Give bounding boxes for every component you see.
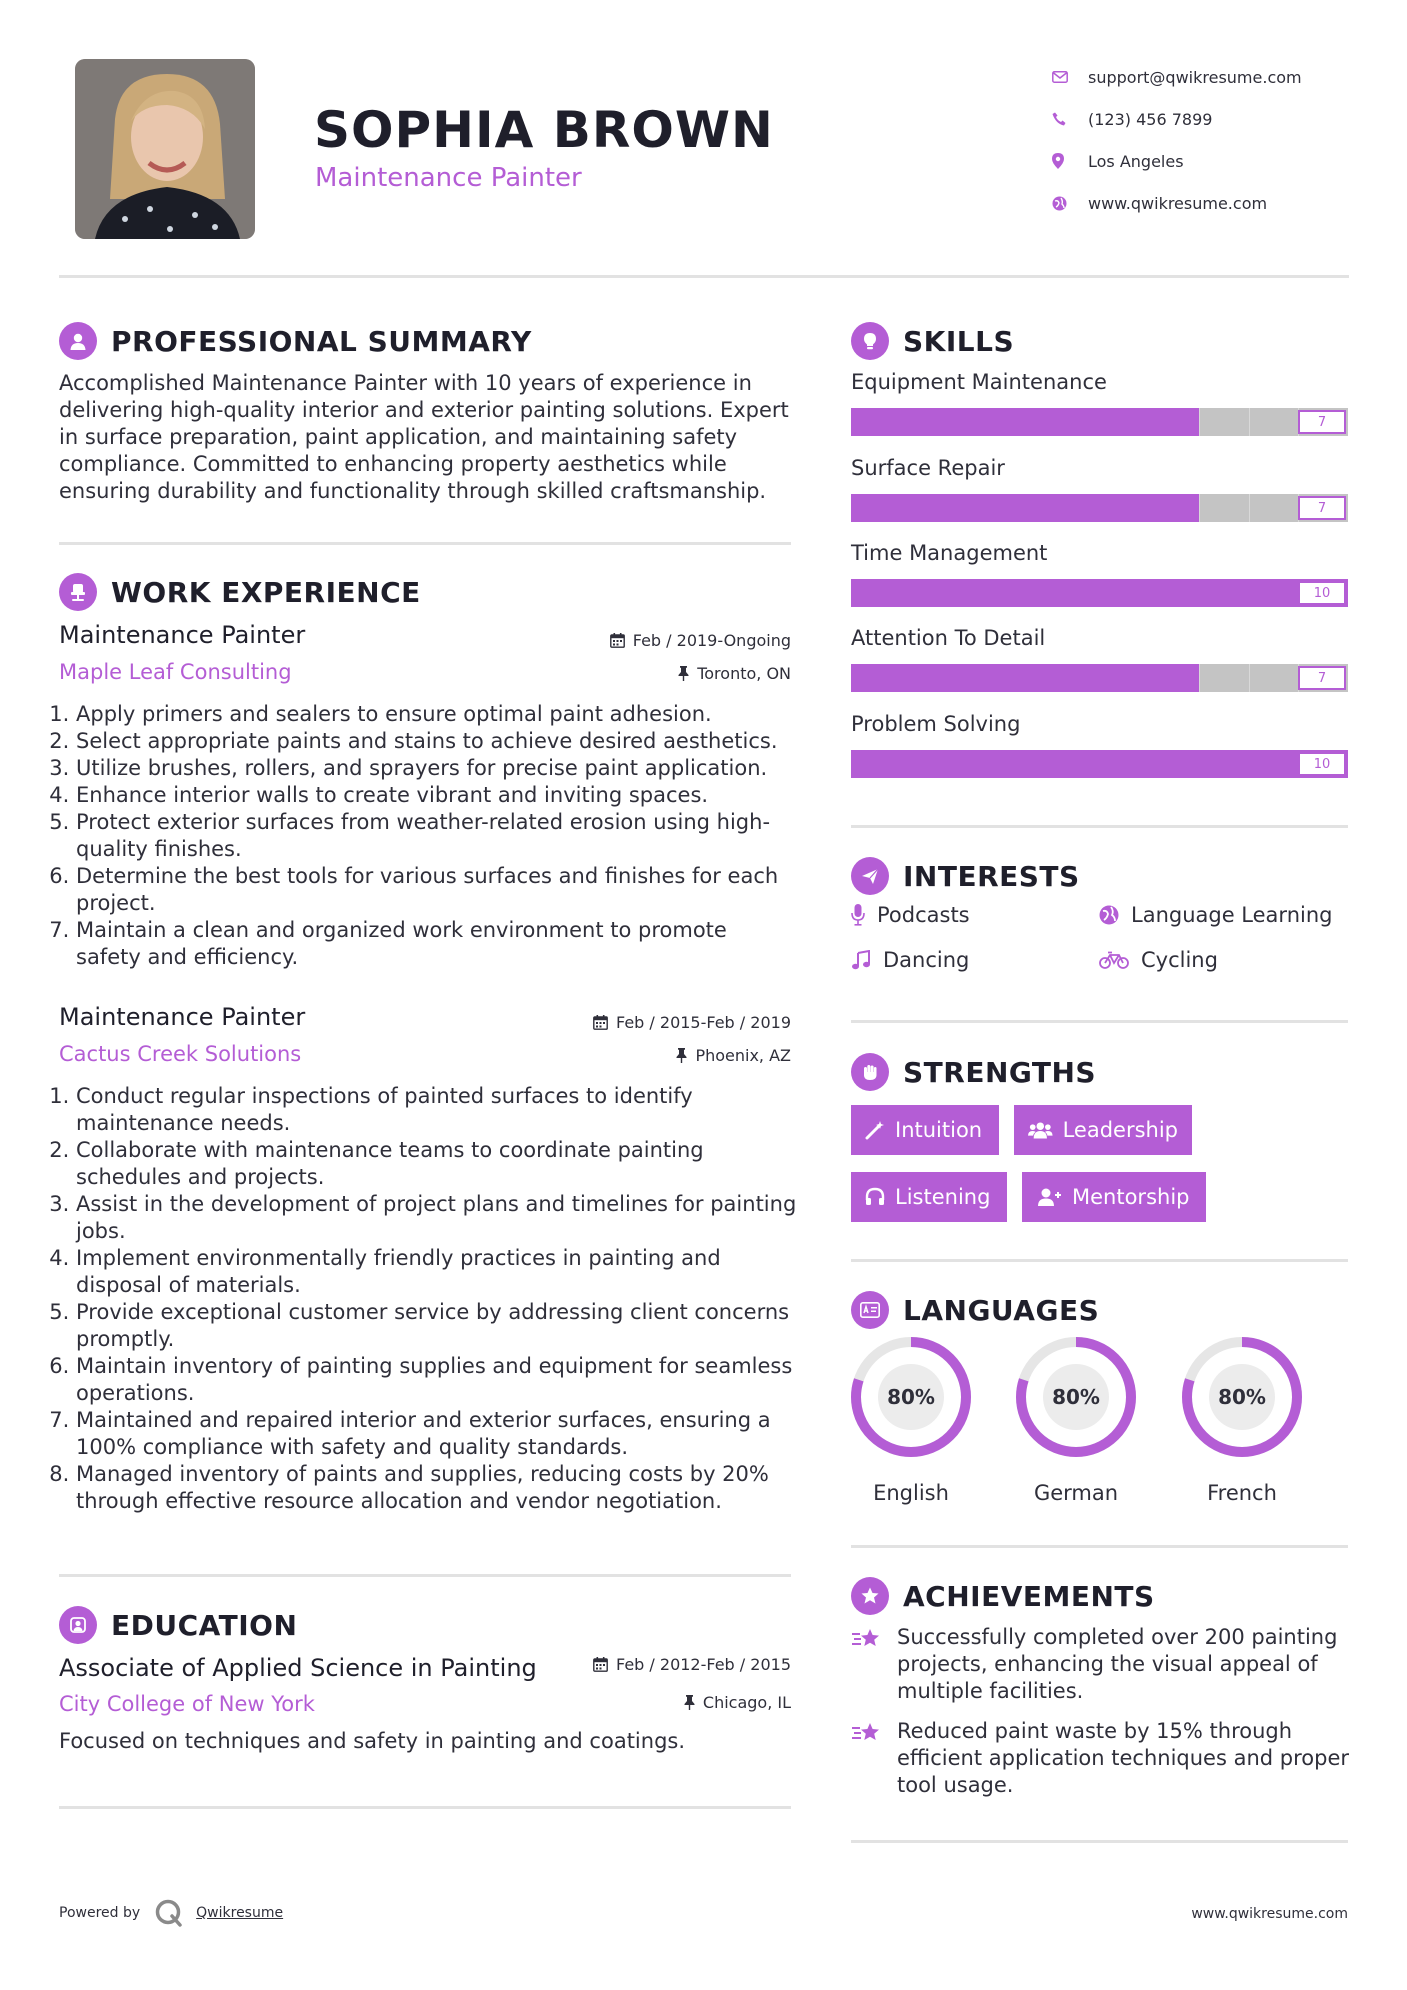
strengths-title: STRENGTHS <box>903 1055 1097 1089</box>
interests-divider <box>851 1020 1348 1023</box>
duty-item: 4. Enhance interior walls to create vibrant and inviting spaces. <box>76 782 787 809</box>
magic-wand-icon <box>865 1120 885 1140</box>
duty-item: 1. Conduct regular inspections of painted surfaces to identify maintenance needs. <box>76 1083 797 1137</box>
duty-item: 3. Assist in the development of project plans and timelines for painting jobs. <box>76 1191 797 1245</box>
job-1-title: Maintenance Painter <box>59 621 306 649</box>
map-pin-icon <box>1050 153 1088 169</box>
header-divider <box>59 275 1349 278</box>
globe-icon <box>1050 196 1088 211</box>
language-ring <box>849 1335 973 1459</box>
candidate-name: SOPHIA BROWN <box>314 101 774 159</box>
duty-item: 7. Maintained and repaired interior and exterior surfaces, ensuring a 100% compliance with safety and quality standards. <box>76 1407 797 1461</box>
skill-label: Attention To Detail <box>851 626 1046 650</box>
duty-item: 8. Managed inventory of paints and supplies, reducing costs by 20% through effective resource allocation and vendor negotiation. <box>76 1461 797 1515</box>
skill-bar <box>851 664 1348 692</box>
bicycle-icon <box>1099 951 1129 969</box>
interests-heading <box>851 857 1080 895</box>
skill-bar-fill <box>851 664 1199 692</box>
duty-item: 3. Utilize brushes, rollers, and sprayers for precise paint application. <box>76 755 787 782</box>
language-item <box>1014 1335 1138 1505</box>
skill-score: 7 <box>1298 666 1346 690</box>
interest-label: Language Learning <box>1131 903 1333 927</box>
skill-bar <box>851 408 1348 436</box>
contact-list <box>1050 56 1390 224</box>
interest-item <box>851 903 970 927</box>
calendar-icon <box>610 633 625 648</box>
languages-divider <box>851 1545 1348 1548</box>
skill-bar-divider <box>1249 664 1250 692</box>
language-ring <box>1180 1335 1304 1459</box>
interests-title: INTERESTS <box>903 859 1080 893</box>
language-item <box>1180 1335 1304 1505</box>
strengths-heading <box>851 1053 1096 1091</box>
interest-label: Cycling <box>1141 948 1218 972</box>
achievement-item <box>851 1624 1351 1705</box>
pushpin-icon <box>678 666 689 681</box>
duty-item: 2. Collaborate with maintenance teams to coordinate painting schedules and projects. <box>76 1137 797 1191</box>
language-name: German <box>1033 1481 1119 1505</box>
summary-text: Accomplished Maintenance Painter with 10 years of experience in delivering high-quality interior and exterior painting solutions. Expert in surface preparation, paint application, and maintaining safety compliance. Committed to enhancing property aesthetics while ensuring durability and functionality through skilled craftsmanship. <box>59 371 789 503</box>
contact-email <box>1050 56 1390 98</box>
skills-title: SKILLS <box>903 324 1015 358</box>
microphone-icon <box>851 904 865 926</box>
duty-item: 6. Maintain inventory of painting supplies and equipment for seamless operations. <box>76 1353 797 1407</box>
profile-photo <box>75 59 255 239</box>
duty-item: 4. Implement environmentally friendly practices in painting and disposal of materials. <box>76 1245 797 1299</box>
skill-label: Problem Solving <box>851 712 1021 736</box>
skills-divider <box>851 825 1348 828</box>
shooting-star-icon <box>851 1720 883 1746</box>
interest-item <box>1099 948 1218 972</box>
education-degree: Associate of Applied Science in Painting <box>59 1654 537 1682</box>
skill-bar-fill <box>851 408 1199 436</box>
languages-title: LANGUAGES <box>903 1293 1100 1327</box>
experience-title: WORK EXPERIENCE <box>111 575 421 609</box>
achievement-text: Successfully completed over 200 painting projects, enhancing the visual appeal of multiple facilities. <box>897 1625 1338 1703</box>
skill-bar <box>851 494 1348 522</box>
pushpin-icon <box>676 1048 687 1063</box>
summary-divider <box>59 542 791 545</box>
contact-website <box>1050 182 1390 224</box>
strength-label: Intuition <box>895 1118 983 1142</box>
globe-icon <box>1099 905 1119 925</box>
skill-bar-divider <box>1199 408 1200 436</box>
skill-label: Equipment Maintenance <box>851 370 1107 394</box>
contact-website-text[interactable]: www.qwikresume.com <box>1088 193 1268 213</box>
calendar-icon <box>593 1015 608 1030</box>
job-2-location-text: Phoenix, AZ <box>695 1046 791 1065</box>
skill-score: 10 <box>1298 752 1346 776</box>
pushpin-icon <box>684 1695 695 1710</box>
job-2-dates <box>593 1013 791 1032</box>
calendar-icon <box>593 1657 608 1672</box>
skill-item <box>851 626 1348 692</box>
language-name: English <box>873 1481 949 1505</box>
education-location <box>684 1693 791 1712</box>
skill-bar-divider <box>1249 494 1250 522</box>
language-card-icon <box>851 1291 889 1329</box>
candidate-title: Maintenance Painter <box>315 163 582 193</box>
graduate-icon <box>59 1606 97 1644</box>
education-heading <box>59 1606 297 1644</box>
achievements-divider <box>851 1840 1348 1843</box>
achievements-heading <box>851 1577 1155 1615</box>
language-ring <box>1014 1335 1138 1459</box>
summary-title: PROFESSIONAL SUMMARY <box>111 324 532 358</box>
phone-icon <box>1050 112 1088 126</box>
skill-bar <box>851 750 1348 778</box>
interest-label: Dancing <box>883 948 970 972</box>
education-dates-text: Feb / 2012-Feb / 2015 <box>616 1655 791 1674</box>
contact-email-text[interactable]: support@qwikresume.com <box>1088 67 1302 87</box>
interest-item <box>851 948 969 972</box>
job-1-location-text: Toronto, ON <box>697 664 791 683</box>
interest-item <box>1099 903 1332 927</box>
skill-bar-fill <box>851 494 1199 522</box>
strength-chip <box>851 1172 1007 1222</box>
job-1-company: Maple Leaf Consulting <box>59 660 292 684</box>
headphones-icon <box>865 1187 885 1207</box>
summary-heading <box>59 322 532 360</box>
achievements-title: ACHIEVEMENTS <box>903 1579 1155 1613</box>
paper-plane-icon <box>851 857 889 895</box>
duty-item: 5. Provide exceptional customer service by addressing client concerns promptly. <box>76 1299 797 1353</box>
skill-bar-divider <box>1199 494 1200 522</box>
experience-divider <box>59 1574 791 1577</box>
duty-item: 1. Apply primers and sealers to ensure optimal paint adhesion. <box>76 701 787 728</box>
envelope-icon <box>1050 71 1088 83</box>
achievement-text: Reduced paint waste by 15% through efficient application techniques and proper tool usage. <box>897 1719 1350 1797</box>
user-plus-icon <box>1036 1187 1062 1207</box>
contact-location-text: Los Angeles <box>1088 151 1184 171</box>
strength-chip <box>1014 1105 1192 1155</box>
job-1-dates <box>610 631 791 650</box>
contact-location <box>1050 140 1390 182</box>
interest-label: Podcasts <box>877 903 970 927</box>
language-percent: 80% <box>1218 1385 1266 1409</box>
job-2-company: Cactus Creek Solutions <box>59 1042 302 1066</box>
education-location-text: Chicago, IL <box>702 1693 791 1712</box>
education-description: Focused on techniques and safety in painting and coatings. <box>59 1729 686 1753</box>
language-percent: 80% <box>1052 1385 1100 1409</box>
skills-heading <box>851 322 1014 360</box>
skill-bar-fill <box>851 750 1348 778</box>
raised-fist-icon <box>851 1053 889 1091</box>
languages-heading <box>851 1291 1099 1329</box>
duty-item: 6. Determine the best tools for various surfaces and finishes for each project. <box>76 863 787 917</box>
language-item <box>849 1335 973 1505</box>
job-2-duties <box>57 1083 797 1515</box>
shooting-star-icon <box>851 1626 883 1652</box>
skill-score: 7 <box>1298 496 1346 520</box>
education-title: EDUCATION <box>111 1608 298 1642</box>
skill-score: 10 <box>1298 581 1346 605</box>
strength-chip <box>1022 1172 1206 1222</box>
job-2-dates-text: Feb / 2015-Feb / 2019 <box>616 1013 791 1032</box>
strength-label: Listening <box>895 1185 991 1209</box>
contact-phone-text: (123) 456 7899 <box>1088 109 1213 129</box>
footer-powered-by <box>59 1898 283 1928</box>
skill-bar-fill <box>851 579 1348 607</box>
education-dates <box>593 1655 791 1674</box>
users-icon <box>1028 1120 1053 1140</box>
strength-chip <box>851 1105 999 1155</box>
skill-label: Time Management <box>851 541 1048 565</box>
contact-phone <box>1050 98 1390 140</box>
skill-label: Surface Repair <box>851 456 1005 480</box>
skill-item <box>851 712 1348 778</box>
star-badge-icon <box>851 1577 889 1615</box>
achievement-item <box>851 1718 1351 1799</box>
strength-label: Mentorship <box>1072 1185 1190 1209</box>
skill-bar-divider <box>1199 664 1200 692</box>
office-chair-icon <box>59 573 97 611</box>
duty-item: 2. Select appropriate paints and stains to achieve desired aesthetics. <box>76 728 787 755</box>
qwikresume-link[interactable]: Qwikresume <box>196 1905 284 1921</box>
skill-bar <box>851 579 1348 607</box>
lightbulb-icon <box>851 322 889 360</box>
skill-score: 7 <box>1298 410 1346 434</box>
skill-item <box>851 456 1348 522</box>
qwikresume-logo-icon <box>154 1898 184 1928</box>
job-2-location <box>676 1046 791 1065</box>
user-icon <box>59 322 97 360</box>
job-1-duties <box>57 701 787 971</box>
language-percent: 80% <box>887 1385 935 1409</box>
music-note-icon <box>851 950 871 970</box>
experience-heading <box>59 573 421 611</box>
duty-item: 7. Maintain a clean and organized work environment to promote safety and efficiency. <box>76 917 787 971</box>
language-name: French <box>1207 1481 1277 1505</box>
education-divider <box>59 1806 791 1809</box>
skill-item <box>851 370 1348 436</box>
skill-bar-divider <box>1249 408 1250 436</box>
strengths-divider <box>851 1259 1348 1262</box>
job-1-location <box>678 664 791 683</box>
strength-label: Leadership <box>1062 1118 1178 1142</box>
job-1-dates-text: Feb / 2019-Ongoing <box>632 631 791 650</box>
duty-item: 5. Protect exterior surfaces from weather-related erosion using high-quality finishes. <box>76 809 787 863</box>
footer-website[interactable]: www.qwikresume.com <box>1191 1906 1348 1922</box>
skill-item <box>851 541 1348 607</box>
job-2-title: Maintenance Painter <box>59 1003 306 1031</box>
powered-by-text: Powered by <box>59 1905 141 1921</box>
education-school: City College of New York <box>59 1692 315 1716</box>
